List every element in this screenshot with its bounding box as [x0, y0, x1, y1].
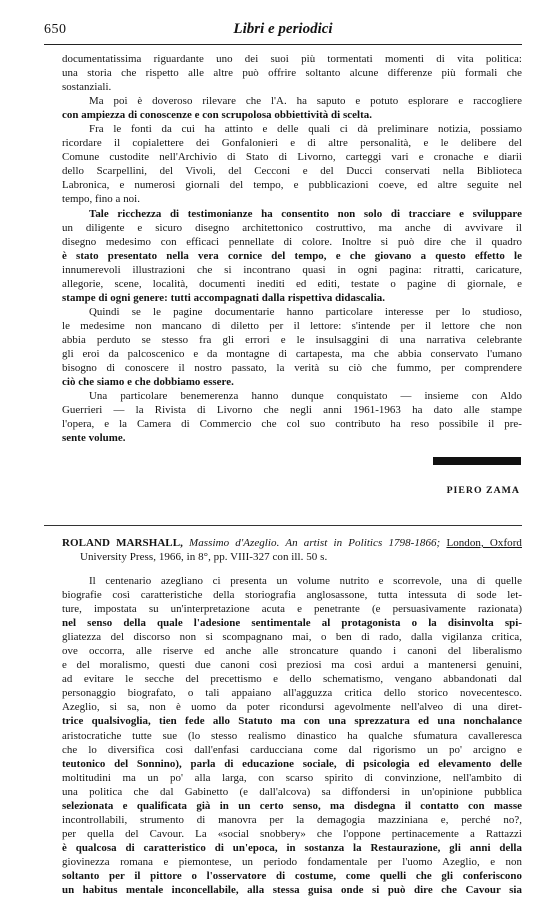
text-line: le medesime non mancano di diletto per il lettore: s'intende per il lettore che non [62, 319, 522, 332]
publication-details: University Press, 1966, in 8°, pp. VIII-327 con ill. 50 s. [80, 551, 328, 563]
text-line: ad evitare le secche del precettismo e dello schematismo, vengano abbandonati dal [62, 673, 522, 686]
text-line: biografie così caratteristiche della storiografia anglosassone, tutta intessuta di sode let- [62, 589, 522, 602]
text-line: innumerevoli illustrazioni che si incontrano quasi in ogni pagina: ritratti, caricature, [62, 263, 522, 276]
text-line: moltitudini ma un po' alla larga, con scarso spirito di convinzione, nell'ambito di [62, 771, 522, 784]
text-line: Fra le fonti da cui ha attinto e delle quali ci dà preliminare notizia, possiamo [89, 123, 522, 136]
review-2-body [62, 574, 522, 897]
page-header [44, 22, 522, 42]
reviewed-title: Massimo d'Azeglio. An artist in Politics 1798-1866; [189, 537, 441, 549]
text-line: Il centenario azegliano ci presenta un volume nutrito e scorrevole, una di quelle [89, 575, 522, 587]
text-line: e del moralismo, questi due canoni così preziosi ma così ardui a mantenersi genuini, [62, 659, 522, 672]
text-line: personaggio biografato, o tali appaiano all'agguzza critica dello storico novecentesco. [62, 687, 522, 700]
text-line: Una particolare benemerenza hanno dunque conquistato — insieme con Aldo [89, 390, 522, 403]
text-line: una storia che rispetto alle altre può offrire soltanto alcune differenze più formali che [62, 67, 522, 80]
text-line: un diligente e sicuro disegno architettonico costruttivo, ma anche di avvivare il [62, 221, 522, 234]
text-line: soltanto per il pittore o l'osservatore di costume, come quelli che gli conferiscono [62, 869, 522, 882]
header-rule [44, 44, 522, 45]
text-line: dello Scarpellini, del Vivoli, del Cecconi e del Ducci conservati nella Biblioteca [62, 165, 522, 178]
text-line: sostanziali. [62, 81, 112, 94]
text-line: ture, impostata su un'interpretazione acuta e penetrante (e persuasivamente razionata) [62, 603, 522, 616]
text-line: stampe di ogni genere: tutti accompagnati dalla rispettiva didascalia. [62, 291, 386, 304]
text-line: nel senso della quale l'adesione sentimentale al protagonista o la disinvolta spi- [62, 617, 522, 630]
text-line: selezionata e qualificata già in un certo senso, ma disdegna il contatto con masse [62, 799, 522, 812]
text-line: Azeglio, si sa, non è uomo da poter ricondursi agevolmente nell'alveo di una diret- [62, 701, 522, 714]
text-line: ove occorra, alle riserve ed anche alle stroncature quando i canoni del liberalismo [62, 645, 522, 658]
text-line: ricordare il copialettere dei Gonfalonieri e di altre personalità, e le delibere del [62, 137, 522, 150]
text-line: che lo diversifica così dall'enfasi carducciana come dal rigorismo un po' arcigno e [62, 743, 522, 756]
text-line: gli eroi da palcoscenico e da montagne di cartapesta, ma che abbia conservato l'umano [62, 347, 522, 360]
review-1-body [62, 52, 522, 445]
text-line: una politica che dal Gabinetto (e dall'alcova) sa diffondersi in un'opinione pubblica [62, 785, 522, 798]
text-line: ciò che siamo e che dobbiamo essere. [62, 376, 234, 389]
page-number: 650 [44, 22, 67, 37]
text-line: gliatezza del discorso non si scompagnano mai, o ben di rado, dalla vigilanza critica, [62, 631, 522, 644]
text-line: Quindi se le pagine documentarie hanno particolare interesse per lo studioso, [89, 305, 522, 318]
text-line: aristocratiche tutte sue (lo stesso realismo dinastico ha qualche sfumatura cavalleresca [62, 729, 522, 742]
text-line: teutonico del Sonnino), parla di educazione sociale, di psicologia ed elevamento delle [62, 757, 522, 770]
text-line: allegorie, scene, località, documenti inediti ed editi, testate o pagine di giornale, e [62, 277, 522, 290]
text-line: Guerrieri — la Rivista di Livorno che negli anni 1961-1963 ha dato alle stampe [62, 404, 522, 417]
text-line: Labronica, e numerosi giornali del tempo, e pubblicazioni coeve, ed altre seguite nel [62, 179, 522, 192]
text-line: documentatissima riguardante uno dei suoi più tormentati momenti di vita politica: [62, 53, 522, 65]
text-line: incontrollabili, strumento di manovra per la demagogia mazziniana e, perché no?, [62, 813, 522, 826]
text-line: l'opera, e la Camera di Commercio che col suo contributo ha reso possibile il pre- [62, 418, 522, 431]
text-line: è qualcosa di caratteristico di un'epoca, in sostanza la Restaurazione, gli anni della [62, 841, 522, 854]
section-divider [44, 525, 522, 526]
redaction-bar [433, 457, 521, 465]
review-2-heading [62, 536, 522, 564]
text-line: Tale ricchezza di testimonianze ha consentito non solo di tracciare e sviluppare [89, 207, 522, 220]
text-line: Ma poi è doveroso rilevare che l'A. ha saputo e potuto esplorare e raccogliere [89, 95, 522, 108]
text-line: abbia perduto se stesso fra gli errori e le insulsaggini di una narrativa celebrante [62, 333, 522, 346]
text-line: bisogno di conoscere il nostro passato, la verità su ciò che fummo, per comprendere [62, 362, 522, 375]
reviewer-signature: PIERO ZAMA [446, 485, 520, 496]
text-line: Comune custodite nell'Archivio di Stato di Livorno, carteggi vari e cronache e diarii [62, 151, 522, 164]
reviewed-author: ROLAND MARSHALL, [62, 537, 183, 549]
text-line: disegno medesimo con efficaci pennellate di colore. Inoltre si può dire che il quadro [62, 235, 522, 248]
running-head: Libri e periodici [233, 21, 333, 37]
text-line: un habitus mentale inconcellabile, alla stessa guisa onde si può dire che Cavour sia [62, 884, 522, 897]
text-line: giovinezza romana e piemontese, un periodo fondamentale per l'uomo Azeglio, e non [62, 855, 522, 868]
signature-row [62, 485, 522, 501]
text-line: trice qualsivoglia, tien fede allo Statuto ma con una sprezzatura ed una nonchalance [62, 715, 522, 728]
text-line: è stato presentato nella vera cornice del tempo, e che giovano a questo effetto le [62, 249, 522, 262]
publisher-place: London, Oxford [446, 537, 522, 549]
text-line: tempo, fino a noi. [62, 193, 141, 206]
text-line: con ampiezza di conoscenze e con scrupolosa obbiettività di scelta. [62, 109, 373, 122]
text-line: sente volume. [62, 432, 126, 445]
text-line: per quella del Cavour. La «social snobbery» che l'oppone pertinacemente a Rattazzi [62, 827, 522, 840]
